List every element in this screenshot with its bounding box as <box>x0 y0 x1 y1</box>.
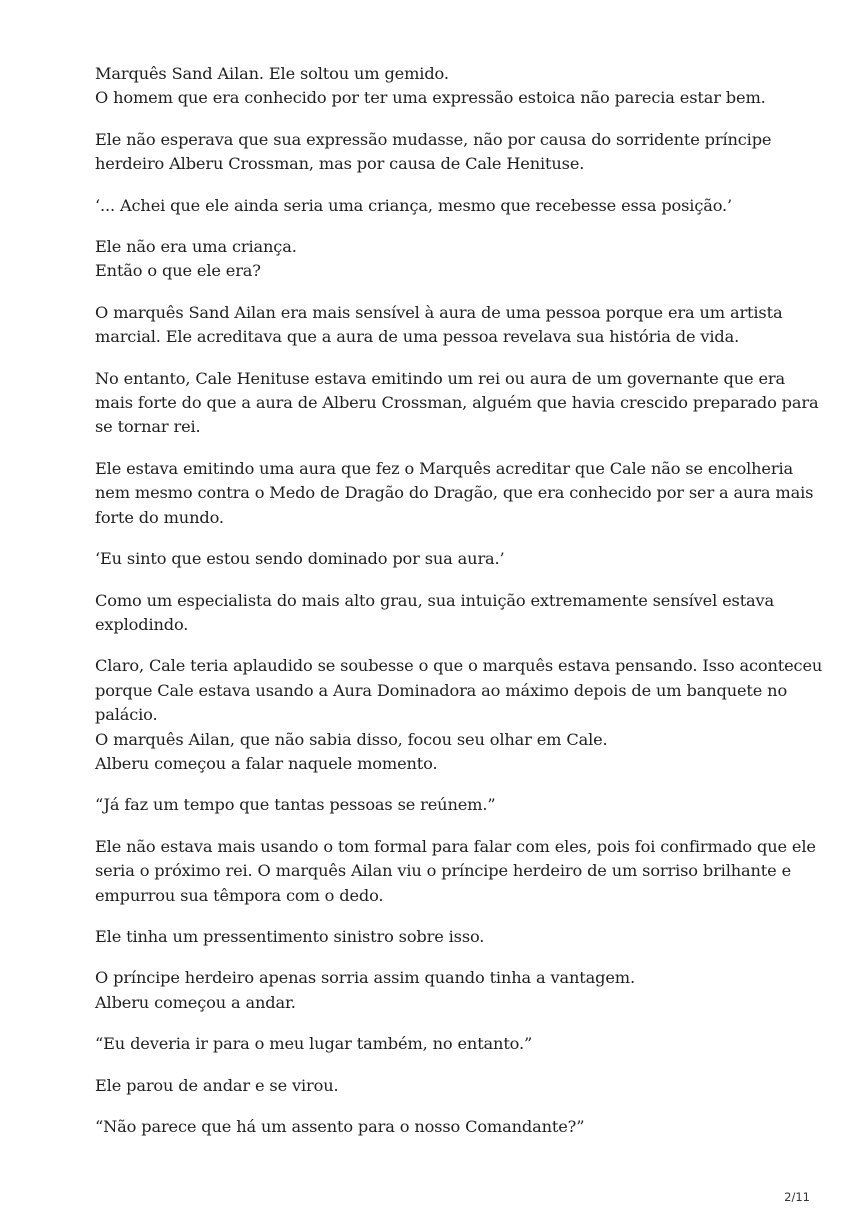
paragraph <box>95 1074 795 1098</box>
paragraph <box>95 654 823 776</box>
paragraph <box>95 966 795 1015</box>
text-line: se tornar rei. <box>95 417 201 437</box>
paragraph <box>95 301 795 350</box>
text-line: forte do mundo. <box>95 507 224 527</box>
text-line: empurrou sua têmpora com o dedo. <box>95 885 384 905</box>
paragraph <box>95 925 795 949</box>
text-line: Ele não esperava que sua expressão mudasse, não por causa do sorridente príncipe <box>95 129 772 149</box>
text-line: Claro, Cale teria aplaudido se soubesse o que o marquês estava pensando. Isso aconteceu <box>95 656 823 676</box>
text-line: Marquês Sand Ailan. Ele soltou um gemido. <box>95 64 449 83</box>
page-number: 2/11 <box>784 1190 810 1204</box>
text-line: Ele estava emitindo uma aura que fez o Marquês acreditar que Cale não se encolheria <box>95 458 793 478</box>
paragraph <box>95 835 816 908</box>
paragraph <box>95 589 795 638</box>
text-line: “Não parece que há um assento para o nosso Comandante?” <box>95 1117 585 1136</box>
text-line: “Eu deveria ir para o meu lugar também, no entanto.” <box>95 1034 533 1054</box>
paragraph <box>95 547 795 571</box>
text-line: O marquês Ailan, que não sabia disso, focou seu olhar em Cale. <box>95 729 608 749</box>
paragraph <box>95 457 814 530</box>
text-line: nem mesmo contra o Medo de Dragão do Dragão, que era conhecido por ser a aura mais <box>95 483 814 503</box>
text-line: ‘... Achei que ele ainda seria uma criança, mesmo que recebesse essa posição.’ <box>95 195 733 215</box>
paragraph <box>95 235 795 284</box>
text-line: Ele não era uma criança. <box>95 237 297 257</box>
text-line: No entanto, Cale Henituse estava emitindo um rei ou aura de um governante que era <box>95 368 785 388</box>
document-body <box>95 62 823 1156</box>
text-line: Ele tinha um pressentimento sinistro sobre isso. <box>95 926 485 946</box>
text-line: marcial. Ele acreditava que a aura de uma pessoa revelava sua história de vida. <box>95 327 740 347</box>
paragraph <box>95 194 795 218</box>
text-line: O príncipe herdeiro apenas sorria assim quando tinha a vantagem. <box>95 968 635 988</box>
text-line: porque Cale estava usando a Aura Dominadora ao máximo depois de um banquete no <box>95 680 788 700</box>
text-line: “Já faz um tempo que tantas pessoas se reúnem.” <box>95 795 496 815</box>
text-line: ‘Eu sinto que estou sendo dominado por sua aura.’ <box>95 549 505 569</box>
text-line: O homem que era conhecido por ter uma expressão estoica não parecia estar bem. <box>95 88 766 108</box>
text-line: herdeiro Alberu Crossman, mas por causa de Cale Henituse. <box>95 154 585 174</box>
text-line: Então o que ele era? <box>95 261 261 281</box>
text-line: Alberu começou a andar. <box>95 992 296 1012</box>
paragraph <box>95 1115 795 1139</box>
paragraph <box>95 128 795 177</box>
text-line: O marquês Sand Ailan era mais sensível à aura de uma pessoa porque era um artista <box>95 302 783 322</box>
paragraph <box>95 1032 795 1056</box>
paragraph <box>95 62 795 111</box>
text-line: Como um especialista do mais alto grau, sua intuição extremamente sensível estava <box>95 590 775 610</box>
text-line: Alberu começou a falar naquele momento. <box>95 753 438 773</box>
text-line: seria o próximo rei. O marquês Ailan viu o príncipe herdeiro de um sorriso brilhante e <box>95 861 791 881</box>
text-line: palácio. <box>95 705 158 725</box>
text-line: Ele não estava mais usando o tom formal para falar com eles, pois foi confirmado que ele <box>95 836 816 856</box>
text-line: explodindo. <box>95 614 189 634</box>
text-line: mais forte do que a aura de Alberu Crossman, alguém que havia crescido preparado para <box>95 393 819 413</box>
text-line: Ele parou de andar e se virou. <box>95 1075 339 1095</box>
paragraph <box>95 793 795 817</box>
paragraph <box>95 367 819 440</box>
